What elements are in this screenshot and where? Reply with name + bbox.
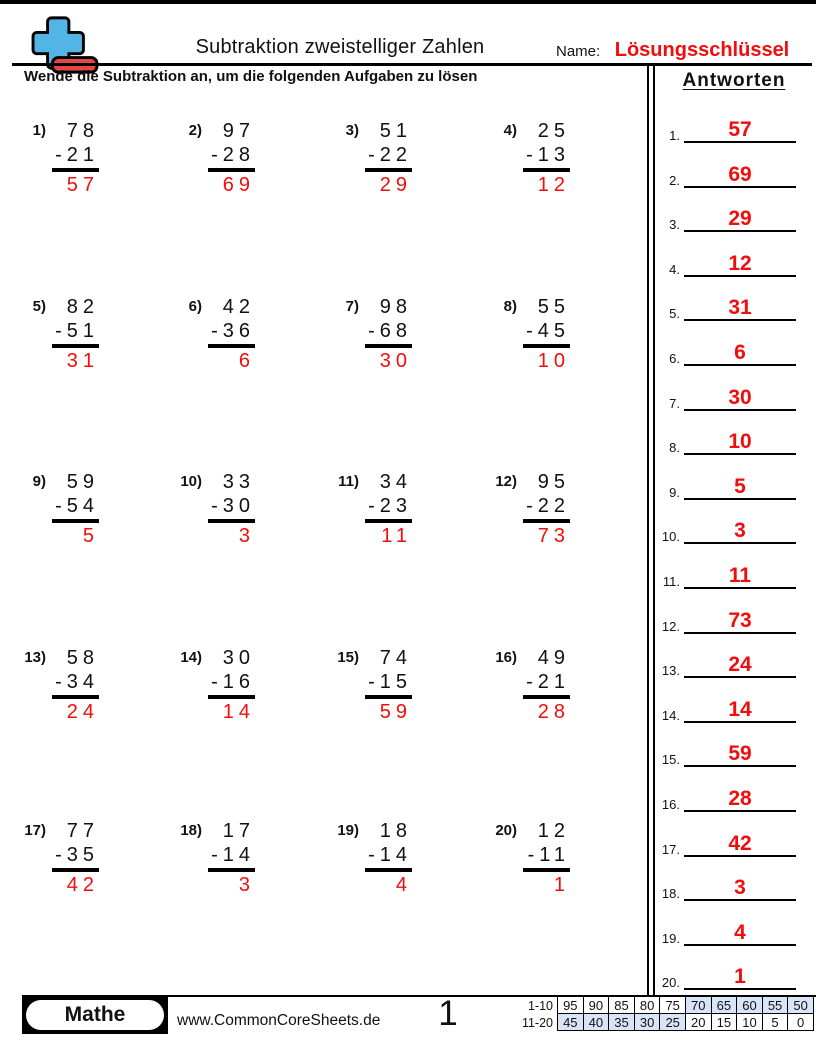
problem-10 [168, 471, 280, 603]
grade-cell: 20 [685, 1014, 711, 1031]
problem-stack [523, 647, 570, 724]
problem-answer: 6 [238, 349, 255, 372]
answer-item-5 [652, 295, 802, 321]
answer-item-14 [652, 697, 802, 723]
minuend: 18 [379, 820, 412, 842]
subtrahend: -54 [55, 495, 99, 517]
subtrahend: -13 [526, 144, 570, 166]
vinculum-line [208, 168, 255, 172]
problem-answer: 42 [66, 873, 99, 896]
subtrahend: -36 [211, 320, 255, 342]
problem-stack [523, 471, 570, 548]
answer-item-number: 6. [669, 351, 680, 366]
problem-stack [208, 296, 255, 373]
grade-cell: 60 [737, 997, 763, 1014]
grade-cell: 90 [583, 997, 609, 1014]
answer-item-number: 8. [669, 440, 680, 456]
answer-item-12 [652, 608, 802, 634]
vinculum-line [523, 695, 570, 699]
answer-item-number: 4. [669, 261, 680, 277]
problem-stack [52, 647, 99, 724]
subtrahend: -28 [211, 144, 255, 166]
answer-item-11 [652, 563, 802, 589]
problem-number: 10) [180, 473, 202, 490]
subtrahend: -14 [368, 844, 412, 866]
subtrahend: -14 [211, 844, 255, 866]
grade-cell: 70 [685, 997, 711, 1014]
grade-cell: 0 [788, 1014, 814, 1031]
answer-value: 3 [684, 875, 796, 901]
grade-range-label-11-20: 11-20 [521, 1016, 553, 1030]
problem-number: 14) [180, 649, 202, 666]
problem-number: 17) [24, 822, 46, 839]
minuend: 49 [537, 647, 570, 669]
problem-16 [483, 647, 595, 779]
answer-item-10 [652, 518, 802, 544]
problem-19 [325, 820, 437, 952]
subtrahend: -22 [526, 495, 570, 517]
subject-badge-label: Mathe [26, 1000, 164, 1030]
grade-cell: 25 [660, 1014, 686, 1031]
answer-value: 3 [684, 518, 796, 544]
answer-item-number: 2. [669, 172, 680, 188]
answer-item-18 [652, 875, 802, 901]
minuend: 95 [537, 471, 570, 493]
problem-number: 1) [32, 122, 46, 139]
grade-cell: 5 [762, 1014, 788, 1031]
subtrahend: -23 [368, 495, 412, 517]
answer-value: 1 [684, 964, 796, 990]
minuend: 59 [66, 471, 99, 493]
answer-value: 28 [684, 786, 796, 812]
problem-stack [523, 296, 570, 373]
subtrahend: -11 [527, 844, 570, 866]
answer-item-number: 12. [661, 618, 680, 634]
minuend: 98 [379, 296, 412, 318]
problem-answer: 29 [379, 173, 412, 196]
grade-cell: 35 [609, 1014, 635, 1031]
problem-number: 9) [32, 473, 46, 490]
answer-item-number: 1. [669, 128, 680, 143]
problem-12 [483, 471, 595, 603]
problem-stack [365, 471, 412, 548]
problem-answer: 11 [381, 524, 412, 547]
grade-row-1 [558, 997, 814, 1014]
vinculum-line [208, 695, 255, 699]
answers-header: Antworten [682, 70, 786, 91]
answer-item-number: 5. [669, 306, 680, 322]
problem-number: 20) [495, 822, 517, 839]
grade-cell: 45 [558, 1014, 584, 1031]
problem-number: 3) [345, 122, 359, 139]
problem-stack [365, 647, 412, 724]
grade-cell: 50 [788, 997, 814, 1014]
answer-item-19 [652, 920, 802, 946]
grade-cell: 55 [762, 997, 788, 1014]
answer-item-20 [652, 964, 802, 990]
problem-answer: 3 [238, 873, 255, 896]
problem-answer: 24 [66, 700, 99, 723]
answer-item-8 [652, 429, 802, 455]
problem-20 [483, 820, 595, 952]
answer-item-16 [652, 786, 802, 812]
answer-item-number: 16. [661, 797, 680, 812]
answer-value: 12 [684, 251, 796, 277]
grade-cell: 15 [711, 1014, 737, 1031]
problem-number: 12) [495, 473, 517, 490]
vinculum-line [523, 168, 570, 172]
grade-cell: 10 [737, 1014, 763, 1031]
minuend: 30 [222, 647, 255, 669]
subject-badge [22, 996, 168, 1034]
problem-stack [208, 820, 255, 897]
answer-item-number: 7. [669, 395, 680, 411]
problem-7 [325, 296, 437, 428]
vinculum-line [208, 344, 255, 348]
answer-value: 6 [684, 340, 796, 366]
problem-number: 5) [32, 298, 46, 315]
minuend: 17 [222, 820, 255, 842]
problem-number: 11) [338, 473, 359, 490]
grade-cell: 65 [711, 997, 737, 1014]
vinculum-line [365, 168, 412, 172]
name-label: Name: [556, 43, 601, 60]
problem-number: 19) [337, 822, 359, 839]
subtrahend: -30 [211, 495, 255, 517]
grade-range-label-1-10: 1-10 [527, 999, 553, 1013]
website-url: www.CommonCoreSheets.de [177, 1012, 381, 1029]
problem-4 [483, 120, 595, 252]
grade-cell: 95 [558, 997, 584, 1014]
minuend: 82 [66, 296, 99, 318]
vinculum-line [365, 519, 412, 523]
vinculum-line [52, 344, 99, 348]
answer-item-13 [652, 652, 802, 678]
problem-15 [325, 647, 437, 779]
grade-row-2 [558, 1014, 814, 1031]
subtrahend: -21 [526, 671, 570, 693]
problem-9 [12, 471, 124, 603]
answer-value: 4 [684, 920, 796, 946]
answer-item-15 [652, 741, 802, 767]
subtrahend: -51 [55, 320, 99, 342]
subtrahend: -35 [55, 844, 99, 866]
problem-stack [52, 820, 99, 897]
grade-cell: 40 [583, 1014, 609, 1031]
problem-answer: 57 [66, 173, 99, 196]
problem-number: 13) [24, 649, 46, 666]
problem-answer: 30 [379, 349, 412, 372]
instructions-text: Wende die Subtraktion an, um die folgenden Aufgaben zu lösen [24, 68, 478, 85]
problem-stack [52, 120, 99, 197]
problem-2 [168, 120, 280, 252]
problem-number: 8) [503, 298, 517, 315]
subtrahend: -15 [368, 671, 412, 693]
minuend: 25 [537, 120, 570, 142]
vinculum-line [52, 519, 99, 523]
grade-cell: 80 [634, 997, 660, 1014]
problem-17 [12, 820, 124, 952]
minuend: 97 [222, 120, 255, 142]
problem-answer: 59 [379, 700, 412, 723]
answer-item-number: 18. [661, 886, 680, 902]
minuend: 34 [379, 471, 412, 493]
answer-item-number: 14. [661, 707, 680, 723]
answer-value: 42 [684, 831, 796, 857]
problem-8 [483, 296, 595, 428]
vinculum-line [52, 868, 99, 872]
answer-value: 24 [684, 652, 796, 678]
problem-number: 15) [337, 649, 359, 666]
minuend: 77 [66, 820, 99, 842]
subtrahend: -45 [526, 320, 570, 342]
answer-item-1 [652, 117, 802, 143]
minuend: 33 [222, 471, 255, 493]
answer-value: 14 [684, 697, 796, 723]
problem-number: 2) [188, 122, 202, 139]
vinculum-line [208, 519, 255, 523]
problem-6 [168, 296, 280, 428]
problem-stack [208, 647, 255, 724]
subtrahend: -34 [55, 671, 99, 693]
vinculum-line [208, 868, 255, 872]
subtrahend: -22 [368, 144, 412, 166]
answer-item-17 [652, 831, 802, 857]
vinculum-line [523, 519, 570, 523]
subtrahend: -68 [368, 320, 412, 342]
problem-stack [52, 471, 99, 548]
problem-answer: 3 [238, 524, 255, 547]
answer-item-3 [652, 206, 802, 232]
vinculum-line [52, 695, 99, 699]
problem-stack [208, 120, 255, 197]
minuend: 12 [537, 820, 570, 842]
answer-value: 30 [684, 385, 796, 411]
problem-1 [12, 120, 124, 252]
problem-answer: 10 [537, 349, 570, 372]
problem-13 [12, 647, 124, 779]
problem-number: 18) [180, 822, 202, 839]
answer-item-number: 9. [669, 484, 680, 500]
minuend: 58 [66, 647, 99, 669]
answer-value: 10 [684, 429, 796, 455]
answer-item-9 [652, 474, 802, 500]
answer-item-4 [652, 251, 802, 277]
grade-cell: 75 [660, 997, 686, 1014]
problem-answer: 5 [82, 524, 99, 547]
answer-value: 31 [684, 295, 796, 321]
answer-key-label: Lösungsschlüssel [614, 39, 790, 61]
grade-cell: 30 [634, 1014, 660, 1031]
plus-minus-logo-icon [26, 14, 104, 76]
minuend: 51 [379, 120, 412, 142]
problem-5 [12, 296, 124, 428]
problem-stack [365, 820, 412, 897]
problem-answer: 1 [553, 873, 570, 896]
subtrahend: -16 [211, 671, 255, 693]
problem-stack [365, 296, 412, 373]
page-number: 1 [438, 994, 458, 1033]
answer-value: 73 [684, 608, 796, 634]
subtrahend: -21 [55, 144, 99, 166]
vinculum-line [365, 868, 412, 872]
vinculum-line [365, 695, 412, 699]
answer-value: 29 [684, 206, 796, 232]
problem-answer: 4 [395, 873, 412, 896]
vinculum-line [365, 344, 412, 348]
minuend: 42 [222, 296, 255, 318]
answer-item-number: 19. [661, 930, 680, 946]
vinculum-line [523, 344, 570, 348]
problem-number: 6) [188, 298, 202, 315]
answer-item-number: 3. [669, 217, 680, 233]
minuend: 78 [66, 120, 99, 142]
answer-item-number: 17. [661, 841, 680, 857]
problem-stack [208, 471, 255, 548]
answer-item-2 [652, 162, 802, 188]
vinculum-line [52, 168, 99, 172]
answer-item-7 [652, 385, 802, 411]
problem-18 [168, 820, 280, 952]
answer-value: 5 [684, 474, 796, 500]
problem-number: 16) [495, 649, 517, 666]
grade-cell: 85 [609, 997, 635, 1014]
problem-answer: 73 [537, 524, 570, 547]
problem-3 [325, 120, 437, 252]
problem-14 [168, 647, 280, 779]
header-divider [12, 63, 812, 66]
problem-11 [325, 471, 437, 603]
problem-stack [365, 120, 412, 197]
page-title: Subtraktion zweistelliger Zahlen [195, 36, 485, 58]
answer-value: 57 [684, 117, 796, 143]
vinculum-line [523, 868, 570, 872]
answer-item-number: 15. [661, 752, 680, 768]
problem-number: 4) [503, 122, 517, 139]
answer-value: 11 [684, 563, 796, 589]
problem-stack [523, 120, 570, 197]
problem-answer: 14 [222, 700, 255, 723]
problem-answer: 28 [537, 700, 570, 723]
page-top-border [0, 0, 816, 4]
answer-item-number: 10. [661, 529, 680, 545]
answer-value: 59 [684, 741, 796, 767]
answer-item-number: 11. [662, 574, 680, 589]
problem-answer: 31 [66, 349, 99, 372]
answer-item-number: 13. [661, 663, 680, 679]
problem-number: 7) [345, 298, 359, 315]
grade-scale-table [557, 996, 814, 1031]
minuend: 55 [537, 296, 570, 318]
problem-answer: 12 [537, 173, 570, 196]
problem-answer: 69 [222, 173, 255, 196]
answer-item-number: 20. [661, 975, 680, 991]
answer-item-6 [652, 340, 802, 366]
answer-value: 69 [684, 162, 796, 188]
problem-stack [523, 820, 570, 897]
minuend: 74 [379, 647, 412, 669]
problem-stack [52, 296, 99, 373]
